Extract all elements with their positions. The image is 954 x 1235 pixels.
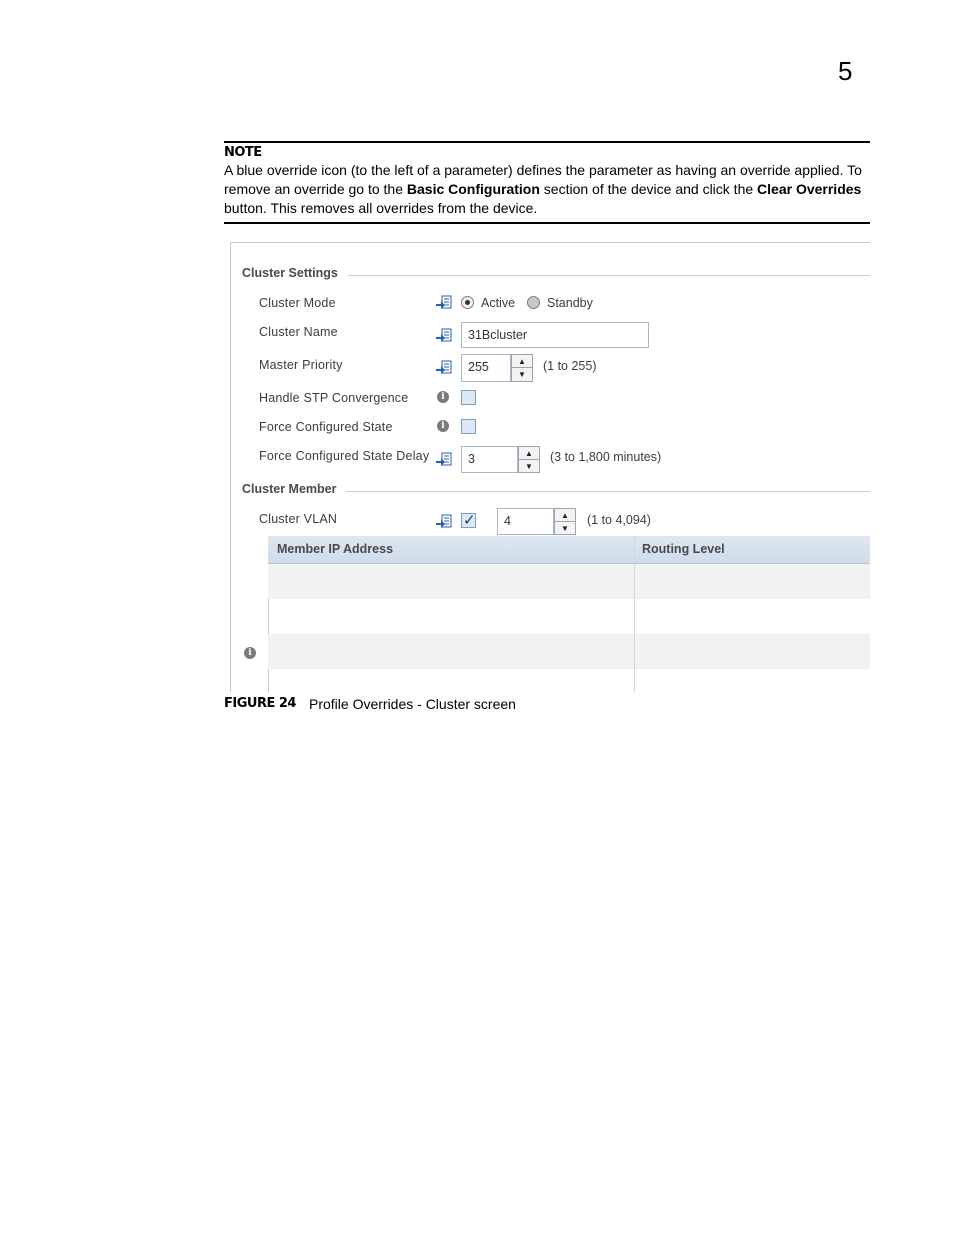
spin-up-icon[interactable]: ▲ [512,355,532,368]
master-priority-input[interactable]: 255 [461,354,511,382]
info-icon: i [244,647,256,659]
figure-number: FIGURE 24 [224,696,296,711]
cluster-member-table [268,536,870,692]
spin-down-icon[interactable]: ▼ [561,523,569,533]
note-bottom-rule [224,222,870,224]
note-bold-1: Basic Configuration [406,181,540,197]
cluster-vlan-range: (1 to 4,094) [587,513,651,527]
table-row[interactable] [268,564,870,599]
table-row[interactable] [268,599,870,634]
cluster-member-title: Cluster Member [242,482,337,496]
table-header [268,536,870,564]
cluster-mode-active-radio[interactable] [461,296,474,309]
force-configured-state-delay-input[interactable]: 3 [461,446,518,473]
cluster-vlan-checkbox[interactable] [461,513,476,528]
column-header-member-ip[interactable]: Member IP Address [277,542,394,556]
override-icon [435,295,452,310]
note-top-rule [224,141,870,143]
force-configured-state-delay-label: Force Configured State Delay [259,449,430,463]
info-icon: i [437,391,449,403]
override-icon [435,514,452,529]
master-priority-range: (1 to 255) [543,359,597,373]
page-number: 5 [838,56,853,86]
table-row[interactable] [268,669,870,692]
cluster-name-input[interactable]: 31Bcluster [461,322,649,348]
spin-up-icon[interactable]: ▲ [555,509,575,522]
spin-down-icon[interactable]: ▼ [518,370,526,379]
figure-caption: Profile Overrides - Cluster screen [309,696,516,712]
cluster-vlan-spinner[interactable] [554,508,576,535]
cluster-mode-standby-radio[interactable] [527,296,540,309]
spin-up-icon[interactable]: ▲ [519,447,539,460]
cluster-vlan-label: Cluster VLAN [259,512,338,526]
info-icon: i [437,420,449,432]
force-configured-state-delay-range: (3 to 1,800 minutes) [550,450,662,464]
cluster-settings-title: Cluster Settings [242,266,338,280]
column-header-routing-level[interactable]: Routing Level [642,542,725,556]
handle-stp-checkbox[interactable] [461,390,476,405]
note-heading: NOTE [224,145,262,160]
cluster-screen-screenshot [224,242,870,692]
spin-down-icon[interactable]: ▼ [525,461,533,471]
override-icon [435,452,452,467]
cluster-mode-label: Cluster Mode [259,296,336,310]
note-bold-2: Clear Overrides [757,181,862,197]
handle-stp-label: Handle STP Convergence [259,391,409,405]
override-icon [435,328,452,343]
note-body [224,161,874,218]
force-configured-state-label: Force Configured State [259,420,393,434]
note-text-2: section of the device and click the [539,181,758,197]
note-text-3: button. This removes all overrides from the device. [224,200,538,216]
note-text-1: A blue override icon (to the left of a parameter) defines the parameter as having an override applied. To remove an override go to the [224,162,862,197]
table-row[interactable] [268,634,870,669]
force-configured-state-checkbox[interactable] [461,419,476,434]
cluster-mode-standby-label[interactable]: Standby [547,296,593,310]
cluster-mode-active-label[interactable]: Active [481,296,516,310]
override-icon [435,360,452,375]
cluster-vlan-input[interactable]: 4 [497,508,554,535]
cluster-name-label: Cluster Name [259,325,338,339]
master-priority-spinner[interactable] [511,354,533,382]
force-configured-state-delay-spinner[interactable] [518,446,540,473]
master-priority-label: Master Priority [259,358,343,372]
